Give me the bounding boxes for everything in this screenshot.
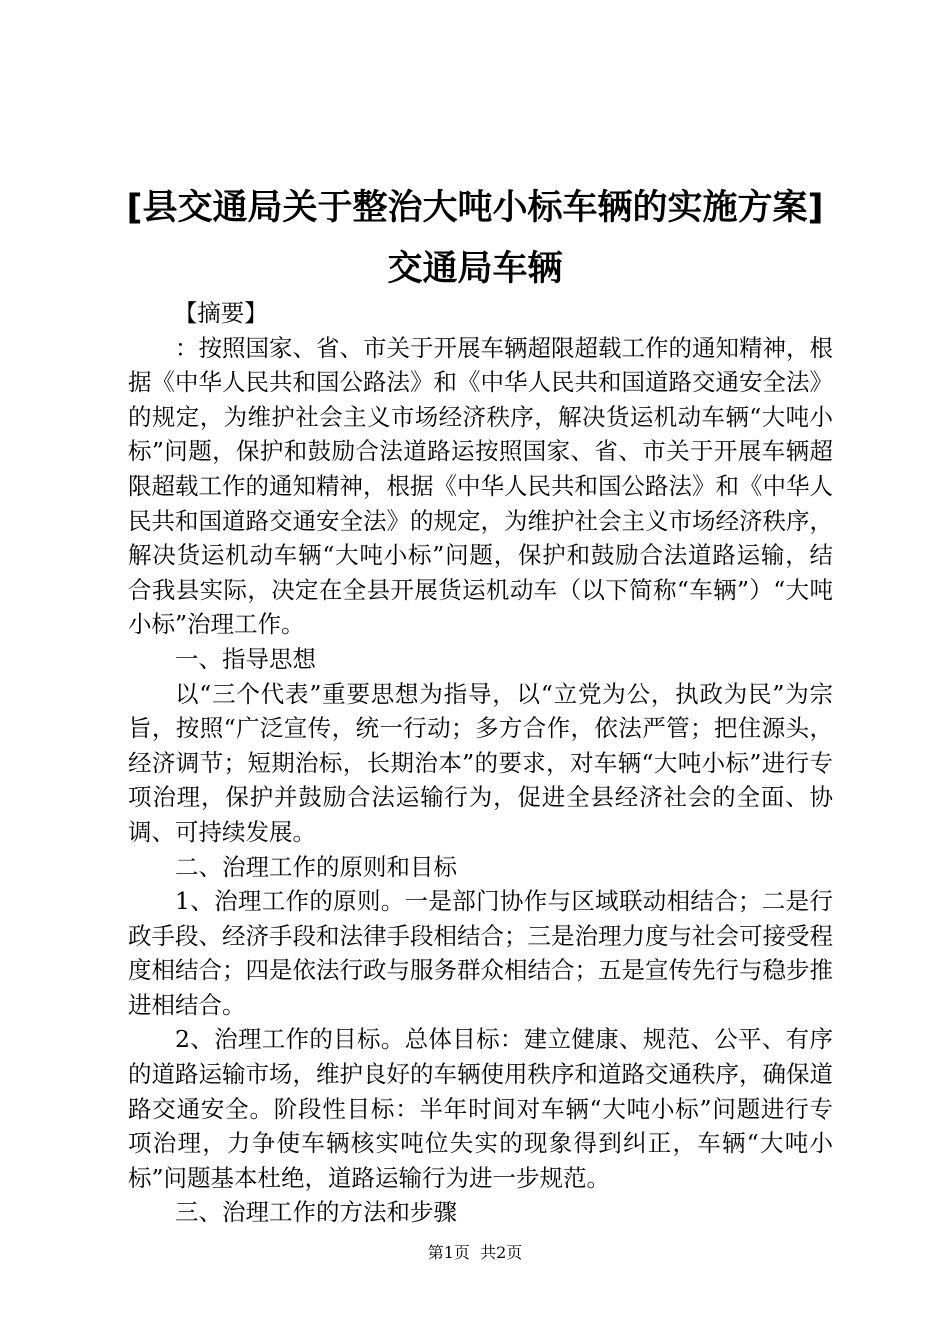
guiding-thought-paragraph: 以“三个代表”重要思想为指导，以“立党为公，执政为民”为宗旨，按照“广泛宣传，统一行动；多方合作，依法严管；把住源头，经济调节；短期治标，长期治本”的要求，对车辆“大吨小标”进行专项治理，保护并鼓励合法运输行为，促进全县经济社会的全面、协调、可持续发展。 xyxy=(128,679,833,846)
page-footer: 第1页 共2页 xyxy=(427,1243,523,1262)
principles-paragraph: 1、治理工作的原则。一是部门协作与区域联动相结合；二是行政手段、经济手段和法律手段相结合；三是治理力度与社会可接受程度相结合；四是依法行政与服务群众相结合；五是宣传先行与稳步推进相结合。 xyxy=(128,887,833,1019)
section-heading-principles-goals: 二、治理工作的原则和目标 xyxy=(175,852,457,881)
document-title-line2: 交通局车辆 xyxy=(387,249,563,289)
abstract-paragraph: ：按照国家、省、市关于开展车辆超限超载工作的通知精神，根据《中华人民共和国公路法》和《中华人民共和国道路交通安全法》的规定，为维护社会主义市场经济秩序，解决货运机动车辆“大吨小标”问题，保护和鼓励合法道路运按照国家、省、市关于开展车辆超限超载工作的通知精神，根据《中华人民共和国公路法》和《中华人民共和国道路交通安全法》的规定，为维护社会主义市场经济秩序，解决货运机动车辆“大吨小标”问题，保护和鼓励合法道路运输，结合我县实际，决定在全县开展货运机动车（以下简称“车辆”）“大吨小标”治理工作。 xyxy=(128,333,833,639)
section-heading-methods-steps: 三、治理工作的方法和步骤 xyxy=(175,1198,457,1227)
document-title: [县交通局关于整治大吨小标车辆的实施方案] xyxy=(126,188,824,228)
document-body xyxy=(128,296,833,1230)
goals-paragraph: 2、治理工作的目标。总体目标：建立健康、规范、公平、有序的道路运输市场，维护良好的车辆使用秩序和道路交通秩序，确保道路交通安全。阶段性目标：半年时间对车辆“大吨小标”问题进行专项治理，力争使车辆核实吨位失实的现象得到纠正，车辆“大吨小标”问题基本杜绝，道路运输行为进一步规范。 xyxy=(128,1025,833,1192)
abstract-heading: 【摘要】 xyxy=(173,299,268,327)
section-heading-guiding-thought: 一、指导思想 xyxy=(175,644,316,673)
